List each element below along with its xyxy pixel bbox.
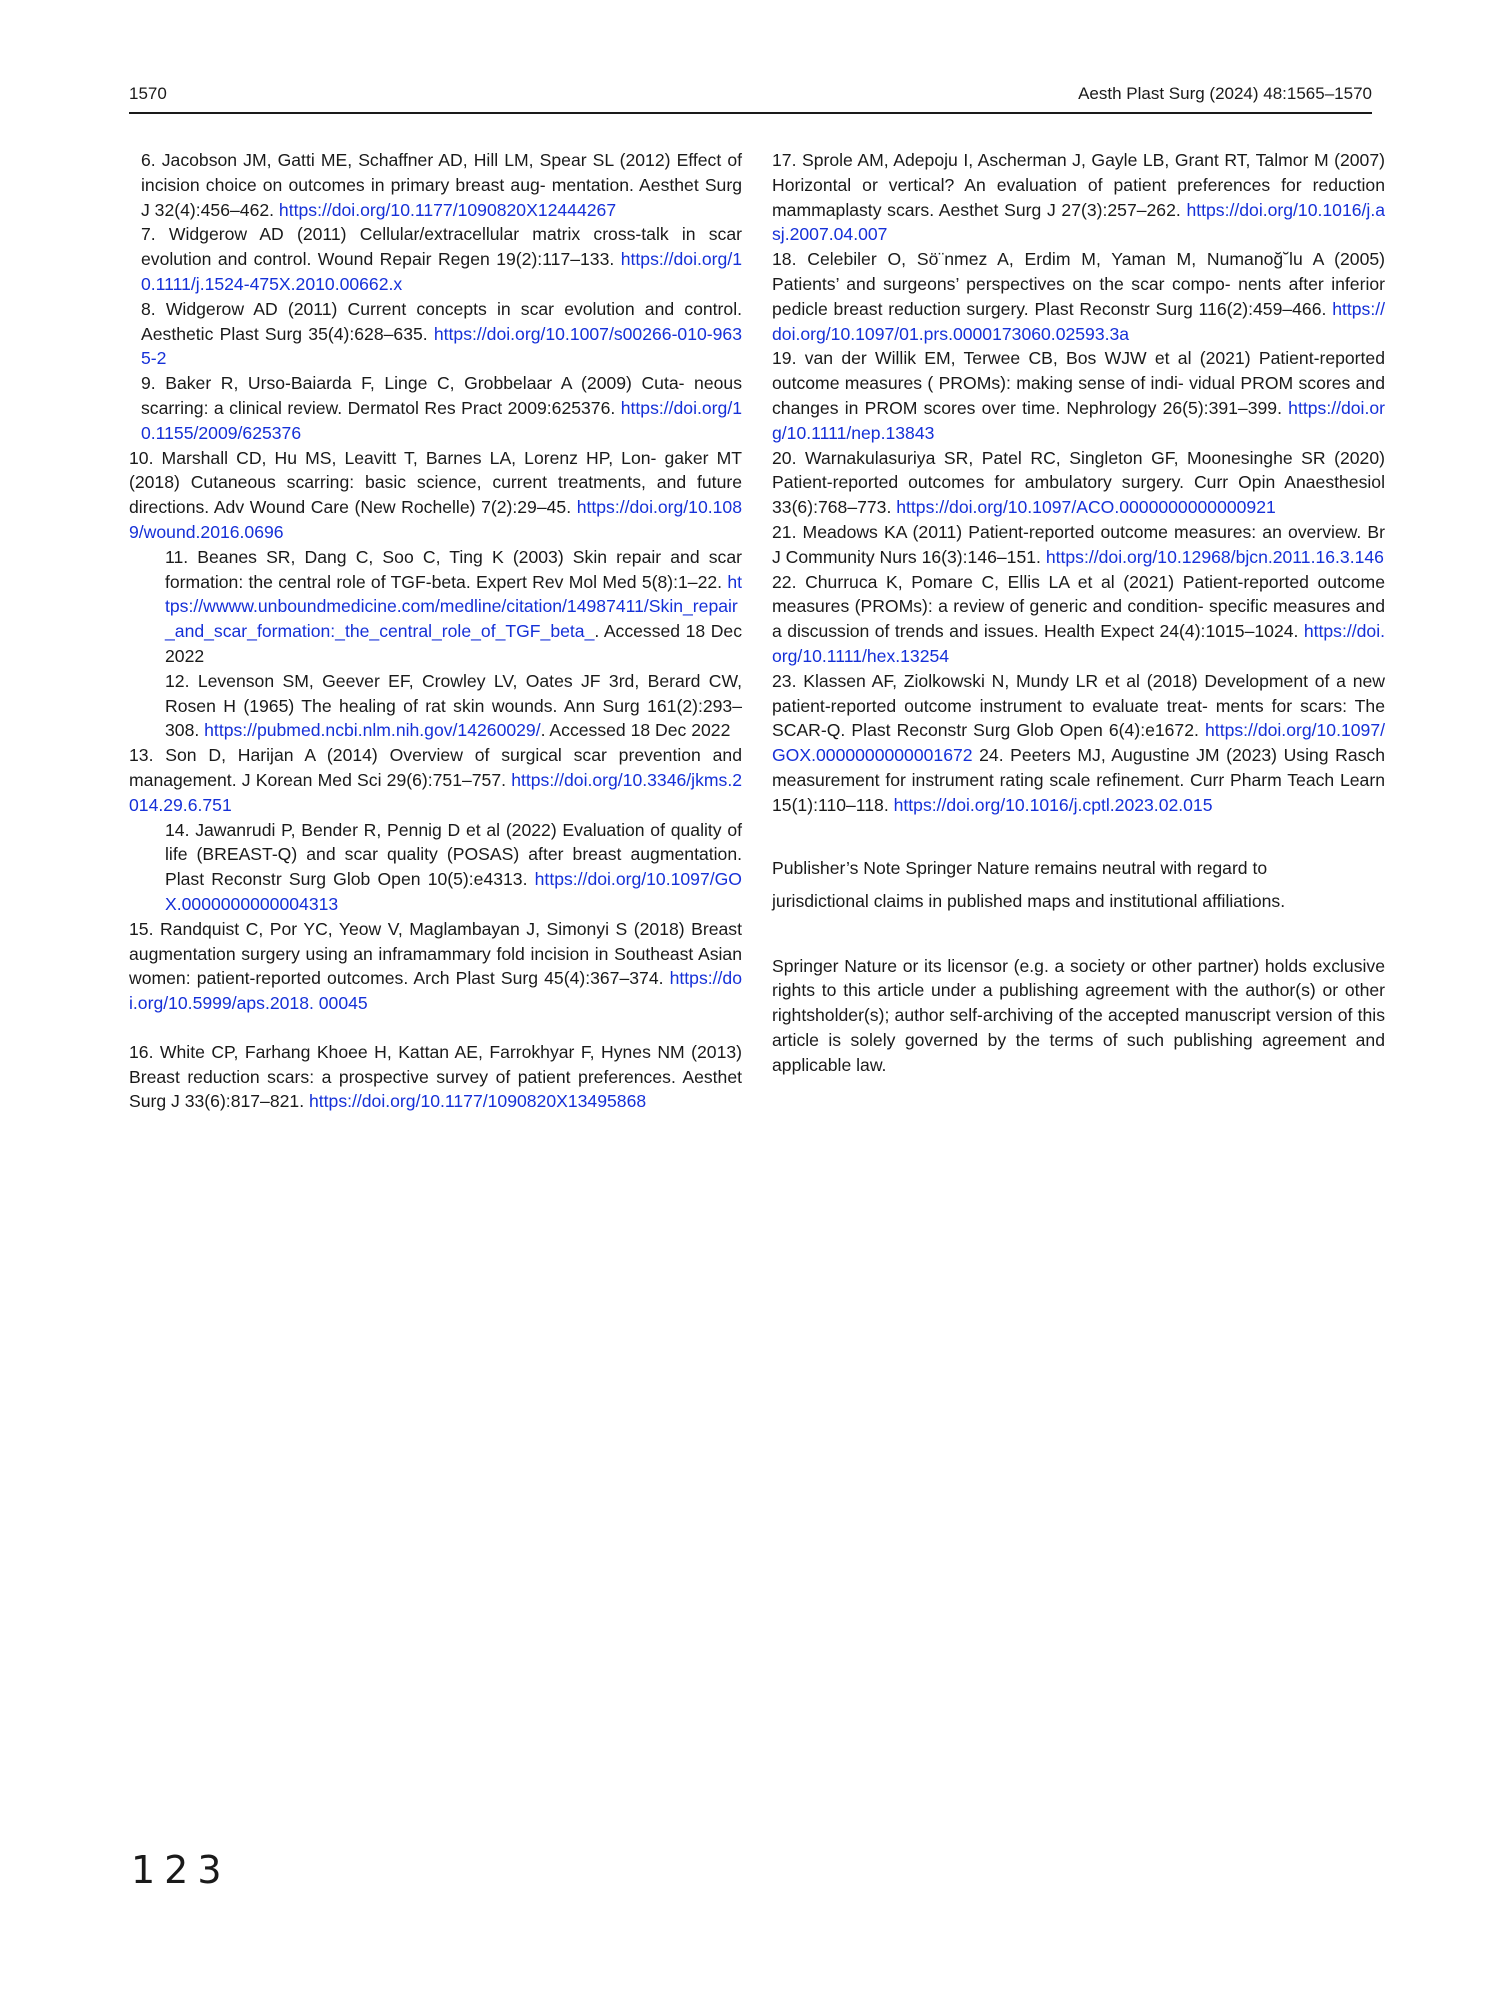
- header-divider: [129, 112, 1372, 114]
- reference-15: 15. Randquist C, Por YC, Yeow V, Maglambayan J, Simonyi S (2018) Breast augmentation surgery using an inframammary fold incision in Southeast Asian women: patient-reported outcomes. Arch Plast Surg 45(4):367–374. https://doi.org/10.5999/aps.2018. 00045: [129, 918, 742, 1014]
- reference-22: 22. Churruca K, Pomare C, Ellis LA et al (2021) Patient-reported outcome measures (PROMs): a review of generic and condition- specific measures and a discussion of trends and issues. Health Expect 24(4):1015–1024. https://doi.org/10.1111/hex.13254: [772, 571, 1385, 666]
- reference-12: 12. Levenson SM, Geever EF, Crowley LV, Oates JF 3rd, Berard CW, Rosen H (1965) The healing of rat skin wounds. Ann Surg 161(2):293–308. https://pubmed.ncbi.nlm.nih.gov/14260029/. Accessed 18 Dec 2022: [165, 670, 742, 741]
- reference-21: 21. Meadows KA (2011) Patient-reported outcome measures: an overview. Br J Community Nurs 16(3):146–151. https://doi.org/10.12968/bjcn.2011.16.3.146: [772, 521, 1385, 567]
- reference-18: 18. Celebiler O, Sö¨nmez A, Erdim M, Yaman M, Numanoğ˘lu A (2005) Patients’ and surgeons’ perspectives on the scar compo- nents after inferior pedicle breast reduction surgery. Plast Reconstr Surg 116(2):459–466. https://doi.org/10.1097/01.prs.0000173060.02593.3a: [772, 249, 1385, 344]
- reference-10: 10. Marshall CD, Hu MS, Leavitt T, Barnes LA, Lorenz HP, Lon- gaker MT (2018) Cutaneous scarring: basic science, current treatments, and future directions. Adv Wound Care (New Rochelle) 7(2):29–45. https://doi.org/10.1089/wound.2016.0696: [129, 447, 742, 542]
- reference-19: 19. van der Willik EM, Terwee CB, Bos WJW et al (2021) Patient-reported outcome measures ( PROMs): making sense of indi- vidual PROM scores and changes in PROM scores over time. Nephrology 26(5):391–399. https://doi.org/10.1111/nep.13843: [772, 348, 1385, 443]
- reference-7: 7. Widgerow AD (2011) Cellular/extracellular matrix cross-talk in scar evolution and control. Wound Repair Regen 19(2):117–133. https://doi.org/10.1111/j.1524-475X.2010.00662.x: [141, 224, 742, 294]
- reference-14: 14. Jawanrudi P, Bender R, Pennig D et al (2022) Evaluation of quality of life (BREAST-Q) and scar quality (POSAS) after breast augmentation. Plast Reconstr Surg Glob Open 10(5):e4313. https://doi.org/10.1097/GOX.0000000000004313: [165, 819, 742, 914]
- publisher-note-line-2: jurisdictional claims in published maps and institutional affiliations.: [772, 890, 1286, 911]
- page-number: 1570: [129, 84, 167, 103]
- reference-9-link[interactable]: https://doi.org/10.1155/2009/625376: [141, 397, 742, 443]
- reference-21-link[interactable]: https://doi.org/10.12968/bjcn.2011.16.3.146: [1045, 546, 1384, 567]
- reference-23-link[interactable]: https://doi.org/10.1097/GOX.0000000000001672: [772, 720, 1385, 766]
- reference-16-link[interactable]: https://doi.org/10.1177/1090820X13495868: [308, 1091, 647, 1112]
- reference-11: 11. Beanes SR, Dang C, Soo C, Ting K (2003) Skin repair and scar formation: the central role of TGF-beta. Expert Rev Mol Med 5(8):1–22. https://wwww.unboundmedicine.com/medline/citation/14987411/Skin_repair_and_scar_formation:_the_central_role_of_TGF_beta_. Accessed 18 Dec 2022: [165, 546, 742, 666]
- right-column: [772, 148, 1385, 1078]
- reference-8: 8. Widgerow AD (2011) Current concepts in scar evolution and control. Aesthetic Plast Surg 35(4):628–635. https://doi.org/10.1007/s00266-010-9635-2: [141, 298, 742, 369]
- reference-12-link[interactable]: https://pubmed.ncbi.nlm.nih.gov/14260029/: [204, 720, 541, 741]
- reference-9: 9. Baker R, Urso-Baiarda F, Linge C, Grobbelaar A (2009) Cuta- neous scarring: a clinical review. Dermatol Res Pract 2009:625376. https://doi.org/10.1155/2009/625376: [141, 373, 742, 443]
- left-column: [129, 148, 742, 1114]
- reference-23-24: 23. Klassen AF, Ziolkowski N, Mundy LR et al (2018) Development of a new patient-reported outcome instrument to evaluate treat- ments for scars: The SCAR-Q. Plast Reconstr Surg Glob Open 6(4):e1672. https://doi.org/10.1097/GOX.0000000000001672 24. Peeters MJ, Augustine JM (2023) Using Rasch measurement for instrument rating scale refinement. Curr Pharm Teach Learn 15(1):110–118. https://doi.org/10.1016/j.cptl.2023.02.015: [772, 670, 1385, 815]
- reference-14-link[interactable]: https://doi.org/10.1097/GOX.0000000000004313: [165, 869, 742, 914]
- reference-20-link[interactable]: https://doi.org/10.1097/ACO.0000000000000921: [896, 497, 1276, 518]
- springer-123-logo: 123: [131, 1848, 231, 1892]
- rights-statement: Springer Nature or its licensor (e.g. a society or other partner) holds exclusive rights to this article under a publishing agreement with the author(s) or other rightsholder(s); author self-archiving of the accepted manuscript version of this article is solely governed by the terms of such publishing agreement and applicable law.: [772, 955, 1385, 1075]
- reference-7-link[interactable]: https://doi.org/10.1111/j.1524-475X.2010.00662.x: [141, 249, 742, 294]
- reference-20: 20. Warnakulasuriya SR, Patel RC, Singleton GF, Moonesinghe SR (2020) Patient-reported outcomes for ambulatory surgery. Curr Opin Anaesthesiol 33(6):768–773. https://doi.org/10.1097/ACO.0000000000000921: [772, 447, 1385, 518]
- reference-24-link[interactable]: https://doi.org/10.1016/j.cptl.2023.02.015: [893, 794, 1213, 815]
- reference-16: 16. White CP, Farhang Khoee H, Kattan AE, Farrokhyar F, Hynes NM (2013) Breast reduction scars: a prospective survey of patient preferences. Aesthet Surg J 33(6):817–821. https://doi.org/10.1177/1090820X13495868: [129, 1041, 742, 1112]
- reference-11-link[interactable]: https://wwww.unboundmedicine.com/medline/citation/14987411/Skin_repair_and_scar_formation:_the_central_role_of_TGF_beta_: [165, 571, 742, 642]
- reference-13-link[interactable]: https://doi.org/10.3346/jkms.2014.29.6.751: [129, 769, 742, 815]
- reference-15-link[interactable]: https://doi.org/10.5999/aps.2018. 00045: [129, 968, 742, 1014]
- running-header: [129, 84, 1372, 114]
- reference-6: 6. Jacobson JM, Gatti ME, Schaffner AD, Hill LM, Spear SL (2012) Effect of incision choice on outcomes in primary breast aug- mentation. Aesthet Surg J 32(4):456–462. https://doi.org/10.1177/1090820X12444267: [141, 150, 742, 220]
- reference-18-link[interactable]: https://doi.org/10.1097/01.prs.0000173060.02593.3a: [772, 298, 1385, 344]
- reference-8-link[interactable]: https://doi.org/10.1007/s00266-010-9635-2: [141, 323, 742, 369]
- reference-22-link[interactable]: https://doi.org/10.1111/hex.13254: [772, 621, 1385, 666]
- reference-17: 17. Sprole AM, Adepoju I, Ascherman J, Gayle LB, Grant RT, Talmor M (2007) Horizontal or vertical? An evaluation of patient preferences for reduction mammaplasty scars. Aesthet Surg J 27(3):257–262. https://doi.org/10.1016/j.asj.2007.04.007: [772, 150, 1385, 245]
- reference-6-link[interactable]: https://doi.org/10.1177/1090820X12444267: [278, 199, 617, 220]
- reference-10-link[interactable]: https://doi.org/10.1089/wound.2016.0696: [129, 497, 742, 542]
- reference-19-link[interactable]: https://doi.org/10.1111/nep.13843: [772, 397, 1385, 443]
- journal-citation: Aesth Plast Surg (2024) 48:1565–1570: [1078, 84, 1372, 103]
- publisher-note-line-1: Publisher’s Note Springer Nature remains neutral with regard to: [772, 857, 1268, 878]
- reference-13: 13. Son D, Harijan A (2014) Overview of surgical scar prevention and management. J Korean Med Sci 29(6):751–757. https://doi.org/10.3346/jkms.2014.29.6.751: [129, 745, 742, 815]
- reference-17-link[interactable]: https://doi.org/10.1016/j.asj.2007.04.007: [772, 199, 1385, 245]
